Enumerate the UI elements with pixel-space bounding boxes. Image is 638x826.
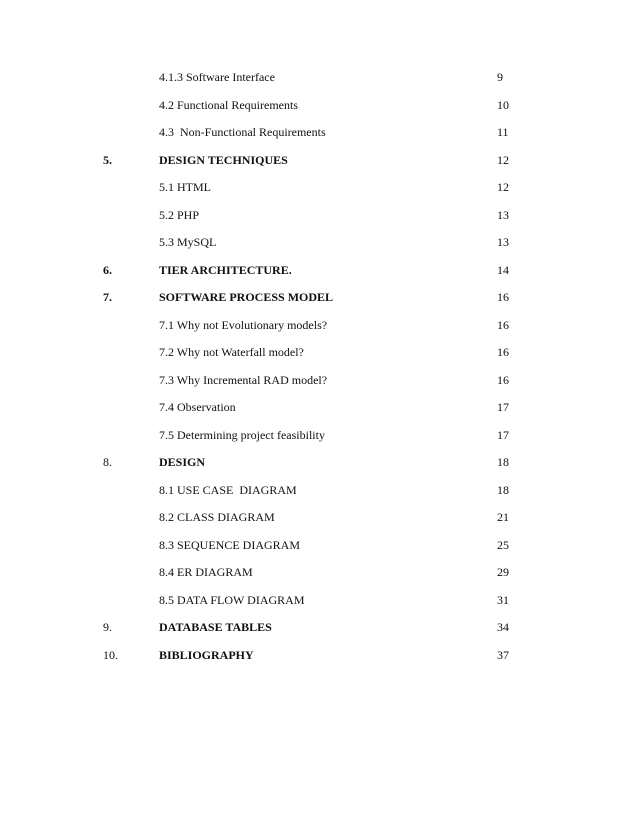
- toc-page-number: 18: [497, 455, 509, 469]
- toc-row: [0, 532, 638, 560]
- toc-section-title: SOFTWARE PROCESS MODEL: [159, 290, 334, 304]
- toc-section-title: 8.4 ER DIAGRAM: [159, 565, 253, 579]
- toc-row: [0, 477, 638, 505]
- toc-section-title: 8.3 SEQUENCE DIAGRAM: [159, 537, 300, 552]
- toc-row: [0, 257, 638, 285]
- toc-page-number: 12: [497, 180, 509, 194]
- toc-section-title: 7.4 Observation: [159, 400, 236, 414]
- toc-row: [0, 504, 638, 532]
- toc-section-title: 5.1 HTML: [159, 180, 211, 194]
- toc-row: [0, 202, 638, 230]
- toc-page-number: 29: [497, 565, 509, 579]
- toc-page-number: 17: [497, 427, 509, 442]
- toc-row: [0, 119, 638, 147]
- toc-row: [0, 367, 638, 395]
- toc-row: [0, 559, 638, 587]
- toc-row: [0, 312, 638, 340]
- toc-section-title: 4.3 Non-Functional Requirements: [159, 125, 326, 139]
- toc-page-number: 10: [497, 97, 509, 112]
- toc-row: [0, 394, 638, 422]
- toc-row: [0, 229, 638, 257]
- toc-section-title: 7.2 Why not Waterfall model?: [159, 345, 304, 359]
- toc-row: [0, 587, 638, 615]
- toc-page-number: 11: [497, 125, 509, 139]
- toc-row: [0, 147, 638, 175]
- toc-section-title: BIBLIOGRAPHY: [159, 647, 254, 662]
- toc-section-number: 6.: [103, 262, 112, 277]
- toc-row: [0, 642, 638, 670]
- toc-row: [0, 174, 638, 202]
- toc-page-number: 9: [497, 70, 503, 84]
- toc-section-title: 7.5 Determining project feasibility: [159, 427, 325, 442]
- toc-section-title: DATABASE TABLES: [159, 620, 272, 634]
- toc-page-number: 16: [497, 345, 509, 359]
- toc-row: [0, 614, 638, 642]
- toc-page-number: 18: [497, 482, 509, 497]
- toc-section-title: 7.3 Why Incremental RAD model?: [159, 372, 328, 387]
- toc-row: [0, 422, 638, 450]
- toc-page-number: 25: [497, 537, 509, 552]
- toc-row: [0, 449, 638, 477]
- toc-page-number: 16: [497, 317, 509, 332]
- toc-section-title: TIER ARCHITECTURE.: [159, 262, 292, 277]
- toc-page-number: 34: [497, 620, 509, 634]
- toc-section-title: 5.3 MySQL: [159, 235, 217, 249]
- toc-section-number: 7.: [103, 290, 112, 304]
- toc-page-number: 16: [497, 290, 509, 304]
- toc-row: [0, 92, 638, 120]
- table-of-contents: [0, 64, 638, 669]
- toc-section-title: 5.2 PHP: [159, 207, 200, 222]
- toc-section-title: DESIGN TECHNIQUES: [159, 152, 288, 167]
- toc-section-number: 9.: [103, 620, 112, 634]
- toc-row: [0, 64, 638, 92]
- toc-page-number: 21: [497, 510, 509, 524]
- toc-section-title: 8.5 DATA FLOW DIAGRAM: [159, 592, 305, 607]
- toc-page-number: 16: [497, 372, 509, 387]
- toc-section-title: 8.1 USE CASE DIAGRAM: [159, 482, 297, 497]
- toc-section-title: 7.1 Why not Evolutionary models?: [159, 317, 328, 332]
- toc-section-number: 8.: [103, 455, 112, 469]
- toc-section-title: 4.2 Functional Requirements: [159, 97, 298, 112]
- toc-page-number: 13: [497, 235, 509, 249]
- toc-row: [0, 339, 638, 367]
- toc-page-number: 13: [497, 207, 509, 222]
- toc-page-number: 37: [497, 647, 509, 662]
- toc-page-number: 17: [497, 400, 509, 414]
- toc-section-title: 4.1.3 Software Interface: [159, 70, 275, 84]
- toc-page-number: 31: [497, 592, 509, 607]
- toc-section-title: DESIGN: [159, 455, 206, 469]
- toc-row: [0, 284, 638, 312]
- toc-section-number: 10.: [103, 647, 118, 662]
- toc-page-number: 12: [497, 152, 509, 167]
- toc-section-number: 5.: [103, 152, 112, 167]
- toc-page-number: 14: [497, 262, 509, 277]
- toc-section-title: 8.2 CLASS DIAGRAM: [159, 510, 275, 524]
